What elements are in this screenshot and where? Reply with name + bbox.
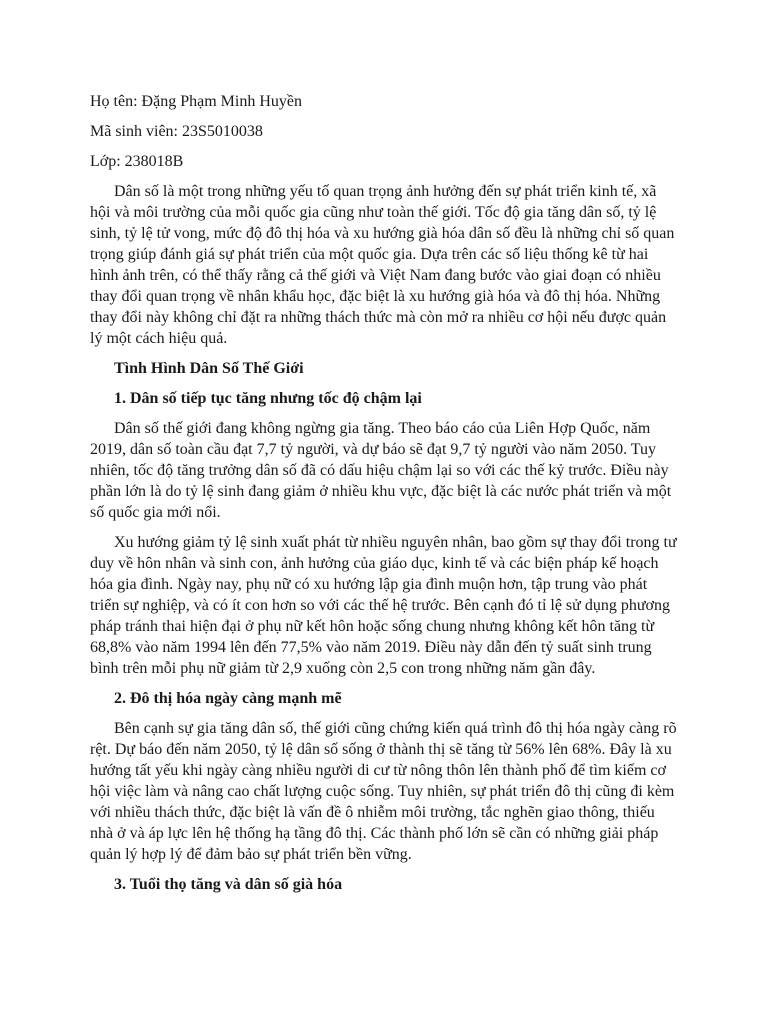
subsection-3-heading: 3. Tuổi thọ tăng và dân số già hóa [114,876,343,893]
intro-paragraph: Dân số là một trong những yếu tố quan trọng ảnh hưởng đến sự phát triển kinh tế, xã hội và môi trường của mỗi quốc gia cũng như toàn thế giới. Tốc độ gia tăng dân số, tỷ lệ sinh, tỷ lệ tử vong, mức độ đô thị hóa và xu hướng già hóa dân số đều là những chỉ số quan trọng giúp đánh giá sự phát triển của một quốc gia. Dựa trên các số liệu thống kê từ hai hình ảnh trên, có thể thấy rằng cả thế giới và Việt Nam đang bước vào giai đoạn có nhiều thay đổi quan trọng về nhân khẩu học, đặc biệt là xu hướng già hóa và đô thị hóa. Những thay đổi này không chỉ đặt ra những thách thức mà còn mở ra nhiều cơ hội nếu được quản lý một cách hiệu quả. [90,183,675,347]
student-id: Mã sinh viên: 23S5010038 [90,123,263,140]
subsection-1-paragraph-1: Dân số thế giới đang không ngừng gia tăng. Theo báo cáo của Liên Hợp Quốc, năm 2019, dân số toàn cầu đạt 7,7 tỷ người, và dự báo sẽ đạt 9,7 tỷ người vào năm 2050. Tuy nhiên, tốc độ tăng trưởng dân số đã có dấu hiệu chậm lại so với các thế kỷ trước. Điều này phần lớn là do tỷ lệ sinh đang giảm ở nhiều khu vực, đặc biệt là các nước phát triển và một số quốc gia mới nổi. [90,420,672,521]
subsection-1-paragraph-2: Xu hướng giảm tỷ lệ sinh xuất phát từ nhiều nguyên nhân, bao gồm sự thay đổi trong tư duy về hôn nhân và sinh con, ảnh hưởng của giáo dục, kinh tế và các biện pháp kế hoạch hóa gia đình. Ngày nay, phụ nữ có xu hướng lập gia đình muộn hơn, tập trung vào phát triển sự nghiệp, và có ít con hơn so với các thế hệ trước. Bên cạnh đó tỉ lệ sử dụng phương pháp tránh thai hiện đại ở phụ nữ kết hôn hoặc sống chung nhưng không kết hôn tăng từ 68,8% vào năm 1994 lên đến 77,5% vào năm 2019. Điều này dẫn đến tỷ suất sinh trung bình trên mỗi phụ nữ giảm từ 2,9 xuống còn 2,5 con trong những năm gần đây. [90,534,677,677]
document-page [90,91,680,904]
student-class: Lớp: 238018B [90,153,184,170]
subsection-2-paragraph-1: Bên cạnh sự gia tăng dân số, thế giới cũng chứng kiến quá trình đô thị hóa ngày càng rõ rệt. Dự báo đến năm 2050, tỷ lệ dân số sống ở thành thị sẽ tăng từ 56% lên 68%. Đây là xu hướng tất yếu khi ngày càng nhiều người di cư từ nông thôn lên thành phố để tìm kiếm cơ hội việc làm và nâng cao chất lượng cuộc sống. Tuy nhiên, sự phát triển đô thị cũng đi kèm với nhiều thách thức, đặc biệt là vấn đề ô nhiễm môi trường, tắc nghẽn giao thông, thiếu nhà ở và áp lực lên hệ thống hạ tầng đô thị. Các thành phố lớn sẽ cần có những giải pháp quản lý hợp lý để đảm bảo sự phát triển bền vững. [90,720,677,863]
student-name: Họ tên: Đặng Phạm Minh Huyền [90,93,302,110]
section-title: Tình Hình Dân Số Thế Giới [114,360,304,377]
subsection-2-heading: 2. Đô thị hóa ngày càng mạnh mẽ [114,690,342,707]
subsection-1-heading: 1. Dân số tiếp tục tăng nhưng tốc độ chậm lại [114,390,422,407]
